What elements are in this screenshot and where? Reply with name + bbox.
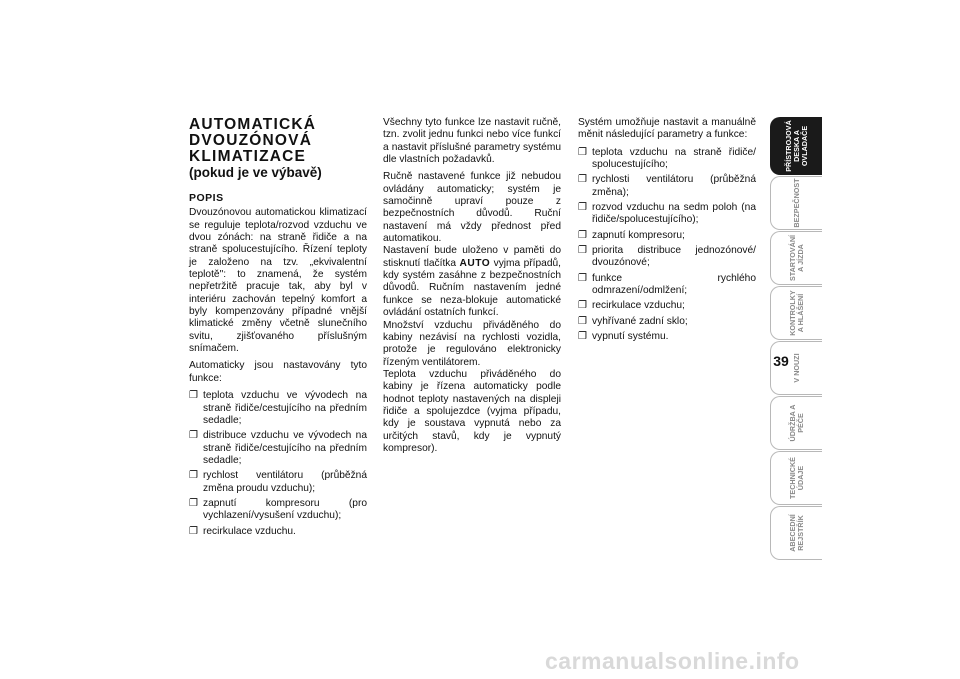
checkbox-icon: ❐ bbox=[189, 497, 198, 509]
auto-functions-list bbox=[189, 390, 367, 538]
list-item bbox=[578, 147, 756, 172]
section-subtitle: (pokud je ve výbavě) bbox=[189, 165, 322, 180]
list-item-text: vyhřívané zadní sklo; bbox=[592, 315, 688, 327]
tab-label: ÚDRŽBA A PÉČE bbox=[787, 404, 805, 442]
auto-button-label: AUTO bbox=[459, 257, 491, 269]
list-item bbox=[578, 230, 756, 242]
column-2 bbox=[383, 117, 561, 460]
list-item bbox=[578, 245, 756, 270]
list-item-text: priorita distribuce jednozónové/ dvouzónové; bbox=[592, 245, 756, 269]
list-item-text: rychlost ventilátoru (průběžná změna proudu vzduchu); bbox=[203, 470, 367, 494]
checkbox-icon: ❐ bbox=[578, 331, 587, 343]
list-item bbox=[578, 174, 756, 199]
intro-paragraph: Dvouzónovou automatickou klimatizací se reguluje teplota/rozvod vzduchu ve dvou zónách: na straně řidiče a na straně spolucestujícího. Řízení teploty je založeno na tzv. „ekvivalentní teplotě": to znamená, že systém nepřetržitě pracuje tak, aby byl v interiéru zachován tepelný komfort a byly kompenzovány případné vnější klimatické změny včetně slunečního svitu, zjišťovaného příslušným snímačem. bbox=[189, 207, 367, 355]
section-title-line-2: DVOUZÓNOVÁ bbox=[189, 132, 313, 149]
tab-label: KONTROLKY A HLÁŠENÍ bbox=[787, 290, 805, 336]
paragraph-text: Ručně nastavené funkce již nebudou ovládány automaticky; systém je samočinně upraví pouze z bezpečnostních důvodů. Ruční nastavení má vždy přednost před automatikou. Nastavení bude uloženo v paměti do stisknutí tlačítka bbox=[383, 171, 561, 269]
list-item-text: zapnutí kompresoru; bbox=[592, 229, 685, 241]
manual-params-paragraph: Systém umožňuje nastavit a manuálně měnit následující parametry a funkce: bbox=[578, 117, 756, 141]
section-title-line-3: KLIMATIZACE bbox=[189, 148, 307, 165]
tab-label: ABECEDNÍ REJSTŘÍK bbox=[787, 514, 805, 552]
auto-functions-paragraph: Automaticky jsou nastavovány tyto funkce: bbox=[189, 360, 367, 384]
page-number: 39 bbox=[773, 353, 789, 369]
tab-label: PŘÍSTROJOVÁ DESKA A OVLADAČE bbox=[783, 120, 809, 172]
list-item bbox=[578, 300, 756, 312]
chapter-tabs bbox=[770, 117, 822, 561]
tab-bezpecnost[interactable] bbox=[770, 176, 822, 230]
list-item-text: teplota vzduchu ve vývodech na straně řidiče/cestujícího na předním sedadle; bbox=[203, 390, 367, 426]
checkbox-icon: ❐ bbox=[189, 430, 198, 442]
checkbox-icon: ❐ bbox=[189, 390, 198, 402]
checkbox-icon: ❐ bbox=[578, 272, 587, 284]
checkbox-icon: ❐ bbox=[578, 229, 587, 241]
list-item bbox=[578, 331, 756, 343]
list-item-text: recirkulace vzduchu; bbox=[592, 300, 685, 312]
description-heading: POPIS bbox=[189, 192, 224, 204]
tab-pristrojova-deska[interactable] bbox=[770, 117, 822, 175]
list-item-text: zapnutí kompresoru (pro vychlazení/vysušení vzduchu); bbox=[203, 497, 367, 522]
tab-label: STARTOVÁNÍ A JÍZDA bbox=[787, 234, 805, 282]
watermark: carmanualsonline.info bbox=[545, 648, 800, 674]
tab-startovani[interactable] bbox=[770, 231, 822, 285]
column-1 bbox=[189, 117, 367, 543]
tab-udrzba[interactable] bbox=[770, 396, 822, 450]
manual-override-paragraph bbox=[383, 171, 561, 455]
list-item bbox=[578, 316, 756, 328]
list-item bbox=[189, 498, 367, 523]
list-item bbox=[189, 430, 367, 467]
checkbox-icon: ❐ bbox=[189, 525, 198, 537]
checkbox-icon: ❐ bbox=[578, 202, 587, 214]
tab-technicke-udaje[interactable] bbox=[770, 451, 822, 505]
list-item-text: vypnutí systému. bbox=[592, 331, 669, 343]
checkbox-icon: ❐ bbox=[578, 245, 587, 257]
manual-settings-paragraph: Všechny tyto funkce lze nastavit ručně, tzn. zvolit jednu funkci nebo více funkcí a nastavit příslušné parametry systému dle vlastních požadavků. bbox=[383, 117, 561, 166]
paragraph-text-tail: vyjma případů, kdy systém zasáhne z bezpečnostních důvodů. Ručním nastavením jedné funkce se neza-blokuje automatické ovládání ostatních funkcí. Množství vzduchu přiváděného do kabiny nezávisí na rychlosti vozidla, protože je regulováno elektronicky řízeným ventilátorem. Teplota vzduchu přiváděného do kabiny je řízena automaticky podle hodnot teploty nastavených na displeji řidiče a spolujezdce (vyjma případu, kdy je soustava vypnutá nebo za určitých stavů, kdy je vypnutý kompresor). bbox=[383, 257, 561, 454]
tab-label: BEZPEČNOST bbox=[791, 178, 801, 228]
list-item bbox=[189, 526, 367, 538]
list-item-text: teplota vzduchu na straně řidiče/ spolucestujícího; bbox=[592, 146, 756, 171]
list-item bbox=[189, 470, 367, 495]
checkbox-icon: ❐ bbox=[578, 174, 587, 186]
list-item-text: rozvod vzduchu na sedm poloh (na řidiče/spolucestujícího); bbox=[592, 202, 756, 226]
column-3 bbox=[578, 117, 756, 349]
list-item-text: rychlosti ventilátoru (průběžná změna); bbox=[592, 174, 756, 198]
checkbox-icon: ❐ bbox=[578, 300, 587, 312]
list-item-text: distribuce vzduchu ve vývodech na straně řidiče/cestujícího na předním sedadle; bbox=[203, 430, 367, 466]
list-item-text: funkce rychlého odmrazení/odmlžení; bbox=[592, 272, 756, 297]
checkbox-icon: ❐ bbox=[189, 470, 198, 482]
list-item bbox=[578, 202, 756, 227]
list-item bbox=[578, 273, 756, 298]
tab-abecedni-rejstrik[interactable] bbox=[770, 506, 822, 560]
checkbox-icon: ❐ bbox=[578, 315, 587, 327]
section-title-line-1: AUTOMATICKÁ bbox=[189, 116, 317, 133]
tab-kontrolky[interactable] bbox=[770, 286, 822, 340]
list-item-text: recirkulace vzduchu. bbox=[203, 525, 296, 537]
checkbox-icon: ❐ bbox=[578, 146, 587, 158]
tab-label: V NOUZI bbox=[791, 353, 801, 383]
tab-label: TECHNICKÉ ÚDAJE bbox=[787, 457, 805, 499]
list-item bbox=[189, 390, 367, 427]
manual-params-list bbox=[578, 147, 756, 344]
